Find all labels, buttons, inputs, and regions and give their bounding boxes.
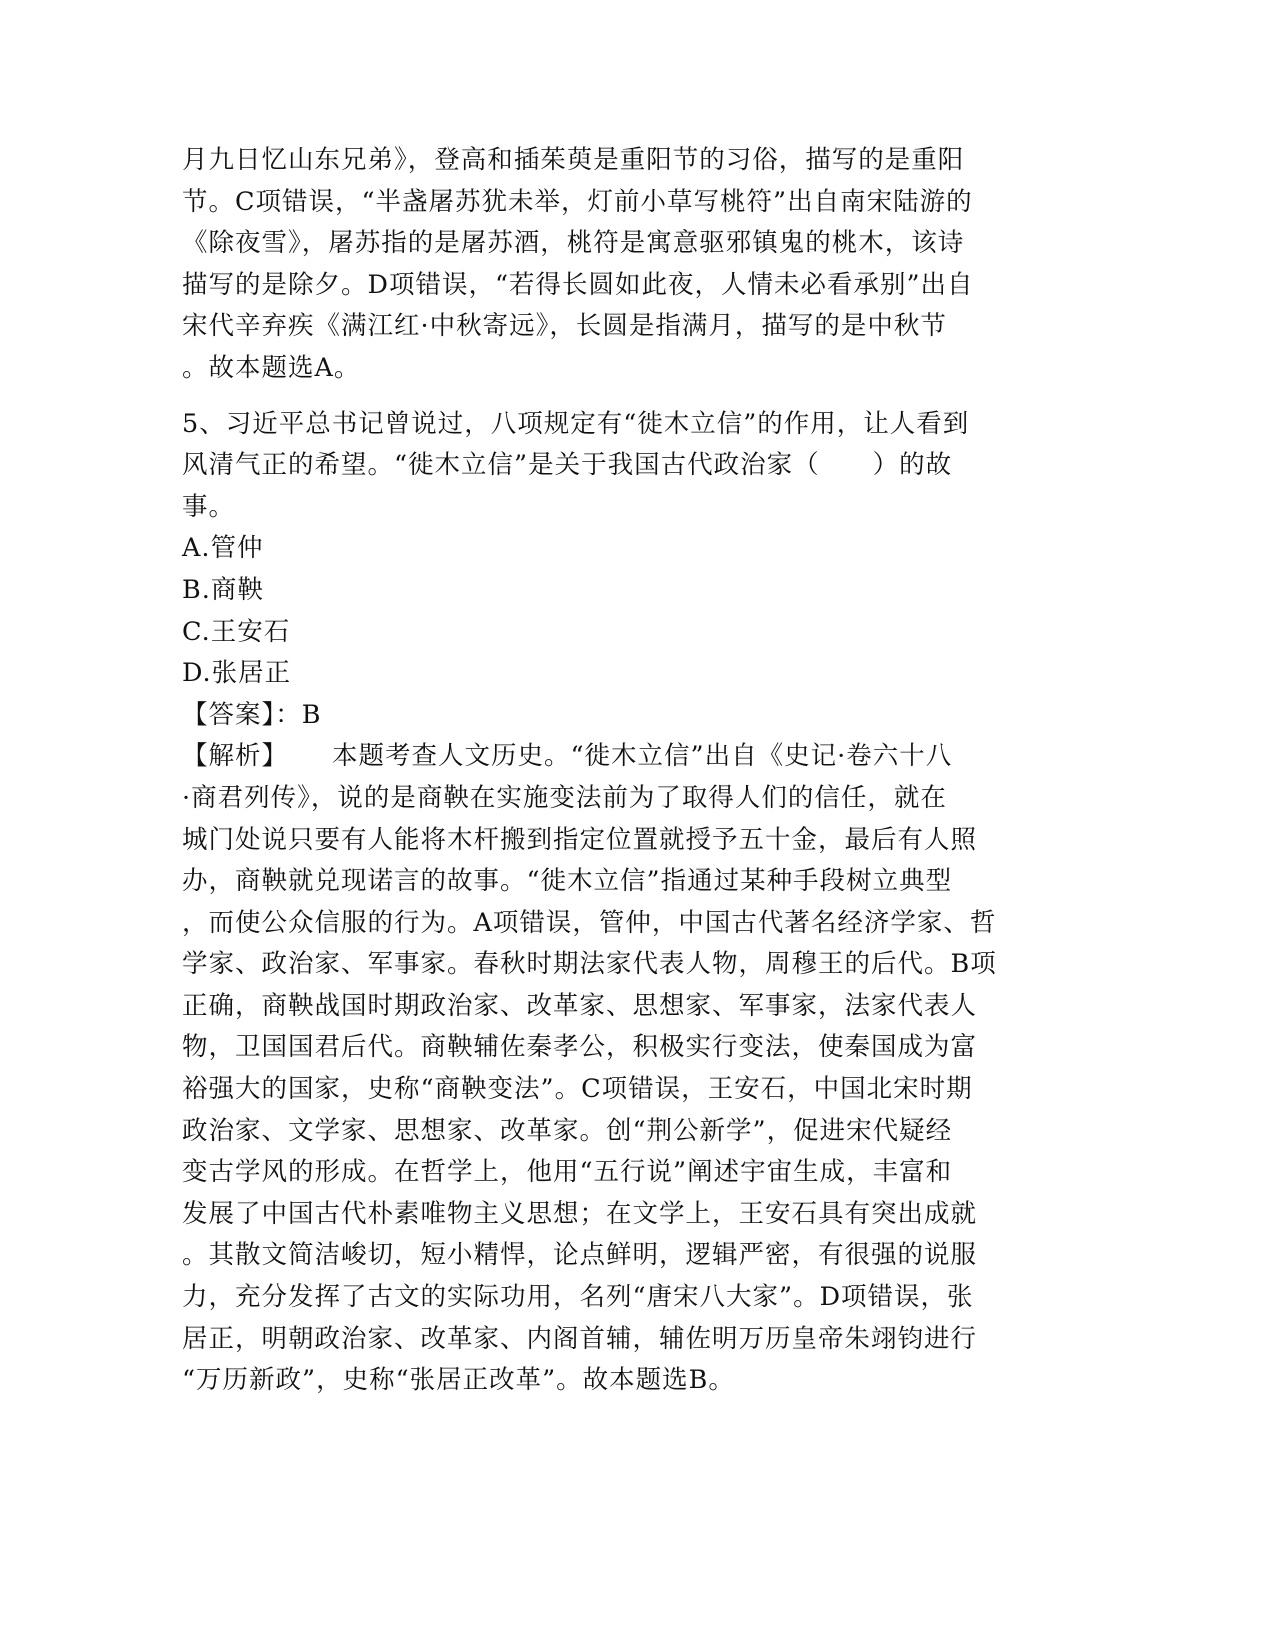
analysis-line: 。其散文简洁峻切，短小精悍，论点鲜明，逻辑严密，有很强的说服: [182, 1240, 978, 1271]
analysis-line: “万历新政”，史称“张居正改革”。故本题选B。: [182, 1365, 735, 1396]
previous-analysis: [182, 140, 1037, 390]
analysis-line: 居正，明朝政治家、改革家、内阁首辅，辅佐明万历皇帝朱翊钧进行: [182, 1323, 978, 1354]
analysis-line: 物，卫国国君后代。商鞅辅佐秦孝公，积极实行变法，使秦国成为富: [182, 1032, 978, 1063]
analysis-first-line: [182, 736, 1037, 778]
question-stem-line: 事。: [182, 491, 236, 522]
option-a: A.管仲: [182, 533, 264, 564]
question-stem-line: 风清气正的希望。“徙木立信”是关于我国古代政治家（ ）的故: [182, 450, 953, 481]
analysis-text: 本题考查人文历史。“徙木立信”出自《史记·卷六十八: [332, 741, 953, 772]
analysis-line: 正确，商鞅战国时期政治家、改革家、思想家、军事家，法家代表人: [182, 990, 978, 1021]
answer-line: [182, 695, 1037, 737]
answer-value: B: [301, 699, 322, 730]
analysis-line: 变古学风的形成。在哲学上，他用“五行说”阐述宇宙生成，丰富和: [182, 1157, 953, 1188]
option-c: C.王安石: [182, 616, 291, 647]
text-line: 节。C项错误，“半盏屠苏犹未举，灯前小草写桃符”出自南宋陆游的: [182, 186, 973, 217]
analysis-line: ·商君列传》，说的是商鞅在实施变法前为了取得人们的信任，就在: [182, 782, 947, 813]
analysis-line: 发展了中国古代朴素唯物主义思想；在文学上，王安石具有突出成就: [182, 1198, 978, 1229]
document-page: [182, 140, 1037, 1402]
analysis-line: 办，商鞅就兑现诺言的故事。“徙木立信”指通过某种手段树立典型: [182, 866, 953, 897]
question-5: [182, 404, 1037, 1402]
option-b: B.商鞅: [182, 574, 264, 605]
answer-label: 【答案】：: [182, 699, 302, 730]
text-line: 《除夜雪》，屠苏指的是屠苏酒，桃符是寓意驱邪镇鬼的桃木，该诗: [182, 228, 965, 259]
analysis-line: 裕强大的国家，史称“商鞅变法”。C项错误，王安石，中国北宋时期: [182, 1074, 973, 1105]
analysis-line: 城门处说只要有人能将木杆搬到指定位置就授予五十金，最后有人照: [182, 824, 978, 855]
question-stem: [182, 404, 1037, 529]
analysis-line: 政治家、文学家、思想家、改革家。创“荆公新学”，促进宋代疑经: [182, 1115, 953, 1146]
text-line: 描写的是除夕。D项错误，“若得长圆如此夜，人情未必看承别”出自: [182, 269, 974, 300]
options-list: [182, 528, 1037, 694]
option-d: D.张居正: [182, 658, 292, 689]
text-line: 月九日忆山东兄弟》，登高和插茱萸是重阳节的习俗，描写的是重阳: [182, 145, 965, 175]
analysis-line: ，而使公众信服的行为。A项错误，管仲，中国古代著名经济学家、哲: [182, 907, 997, 938]
analysis-block: [182, 736, 1037, 1402]
analysis-label: 【解析】: [182, 741, 289, 772]
analysis-line: 学家、政治家、军事家。春秋时期法家代表人物，周穆王的后代。B项: [182, 949, 997, 980]
section-gap: [182, 390, 1037, 404]
text-line: 。故本题选A。: [182, 352, 361, 383]
analysis-line: 力，充分发挥了古文的实际功用，名列“唐宋八大家”。D项错误，张: [182, 1282, 974, 1313]
text-line: 宋代辛弃疾《满江红·中秋寄远》，长圆是指满月，描写的是中秋节: [182, 311, 947, 342]
question-stem-line: 5、习近平总书记曾说过，八项规定有“徙木立信”的作用，让人看到: [182, 408, 970, 439]
